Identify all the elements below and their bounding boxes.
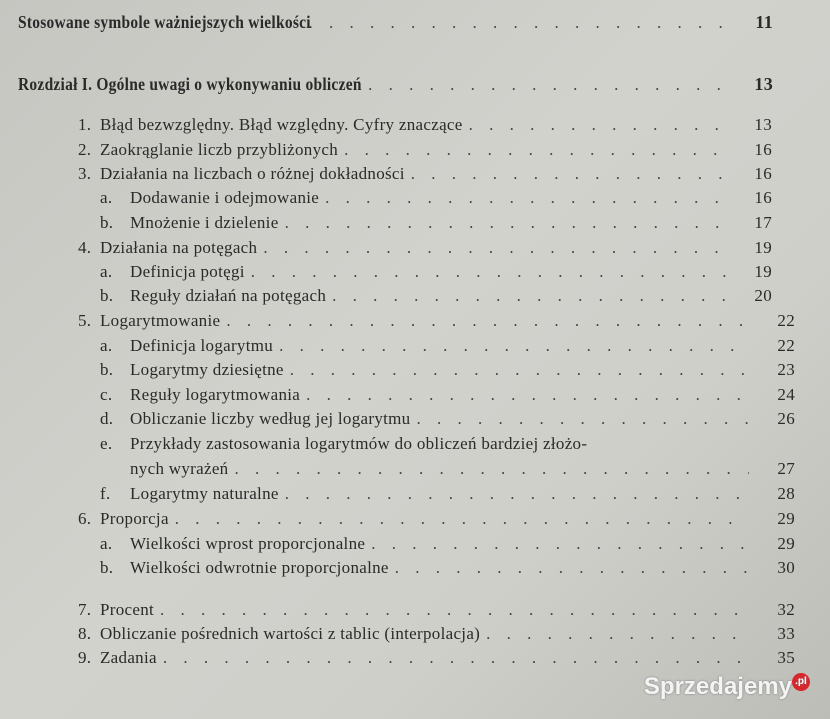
entry-text: Działania na potęgach — [100, 238, 258, 257]
entry-text: Logarytmy dziesiętne — [130, 360, 284, 379]
toc-entry — [78, 238, 772, 258]
entry-number: 2. — [78, 140, 92, 159]
entry-number: 4. — [78, 238, 92, 257]
toc-entry — [100, 360, 795, 380]
entry-label — [100, 262, 245, 282]
toc-entry — [100, 409, 795, 429]
dot-leader — [395, 558, 749, 578]
dot-leader — [469, 115, 726, 135]
dot-leader — [285, 213, 726, 233]
dot-leader — [263, 238, 726, 258]
entry-number: a. — [100, 534, 113, 553]
page-number: 11 — [755, 12, 773, 32]
dot-leader — [163, 648, 749, 668]
page-number: 28 — [777, 484, 795, 503]
entry-text: Mnożenie i dzielenie — [130, 213, 279, 232]
dot-leader — [175, 509, 749, 529]
toc-entry — [78, 509, 795, 529]
toc-entry — [100, 434, 795, 454]
page-number: 29 — [777, 509, 795, 528]
entry-label — [100, 534, 365, 554]
entry-label — [100, 360, 284, 380]
dot-leader — [160, 600, 749, 620]
entry-label — [100, 484, 279, 504]
dot-leader — [325, 188, 726, 208]
dot-leader — [226, 311, 749, 331]
entry-number: b. — [100, 286, 114, 305]
toc-entry — [78, 115, 772, 135]
entry-label — [78, 311, 220, 331]
toc-chapter — [18, 74, 773, 95]
page-number: 26 — [777, 409, 795, 428]
entry-label — [78, 140, 338, 160]
entry-text: Definicja logarytmu — [130, 336, 274, 355]
entry-label — [100, 188, 319, 208]
dot-leader — [279, 336, 749, 356]
toc-entry — [100, 484, 795, 504]
page-number: 22 — [777, 311, 795, 330]
toc-entry — [100, 213, 772, 233]
entry-number: a. — [100, 188, 113, 207]
entry-number: a. — [100, 336, 113, 355]
dot-leader — [285, 484, 749, 504]
entry-text: Zaokrąglanie liczb przybliżonych — [100, 140, 339, 159]
dot-leader — [308, 13, 727, 33]
entry-label — [100, 385, 300, 405]
entry-text: Logarytmy naturalne — [130, 484, 279, 503]
entry-text: Procent — [100, 600, 155, 619]
entry-number: 1. — [78, 115, 92, 134]
entry-text: Dodawanie i odejmowanie — [130, 188, 320, 207]
entry-text: Błąd bezwzględny. Błąd względny. Cyfry znaczące — [100, 115, 463, 134]
entry-text: Zadania — [100, 648, 157, 667]
entry-label — [78, 164, 405, 184]
page-number: 20 — [754, 286, 772, 305]
toc-entry — [100, 558, 795, 578]
entry-label — [78, 509, 169, 529]
entry-text: Obliczanie liczby według jej logarytmu — [130, 409, 411, 428]
toc-entry — [78, 624, 795, 644]
entry-text: Reguły działań na potęgach — [130, 286, 327, 305]
dot-leader — [344, 140, 726, 160]
page-number: 24 — [777, 385, 795, 404]
entry-number: 8. — [78, 624, 92, 643]
page-number: 27 — [777, 459, 795, 478]
entry-label — [100, 558, 389, 578]
entry-number: c. — [100, 385, 113, 404]
entry-text-continued: nych wyrażeń — [130, 459, 229, 478]
page-number: 35 — [777, 648, 795, 667]
entry-number: 9. — [78, 648, 92, 667]
page-number: 23 — [777, 360, 795, 379]
entry-number: f. — [100, 484, 111, 503]
entry-number: 3. — [78, 164, 92, 183]
entry-text: Wielkości odwrotnie proporcjonalne — [130, 558, 389, 577]
dot-leader — [348, 75, 727, 95]
toc-entry — [78, 140, 772, 160]
page-number: 17 — [754, 213, 772, 232]
entry-number: a. — [100, 262, 113, 281]
entry-text: Proporcja — [100, 509, 169, 528]
entry-number: 5. — [78, 311, 92, 330]
entry-number: d. — [100, 409, 114, 428]
watermark-logo — [644, 673, 810, 701]
dot-leader — [306, 385, 749, 405]
toc-entry — [100, 336, 795, 356]
dot-leader — [416, 409, 749, 429]
entry-label — [100, 409, 410, 429]
entry-text: Wielkości wprost proporcjonalne — [130, 534, 366, 553]
page-number: 30 — [777, 558, 795, 577]
entry-text: Definicja potęgi — [130, 262, 245, 281]
entry-number: 6. — [78, 509, 92, 528]
dot-leader — [234, 459, 749, 479]
entry-text: Logarytmowanie — [100, 311, 221, 330]
dot-leader — [486, 624, 749, 644]
entry-label — [78, 238, 257, 258]
page-number: 16 — [754, 188, 772, 207]
entry-label — [78, 600, 154, 620]
toc-entry — [100, 262, 772, 282]
toc-entry — [78, 164, 772, 184]
page-number: 32 — [777, 600, 795, 619]
toc-front-matter — [18, 12, 773, 33]
toc-entry — [78, 600, 795, 620]
toc-entry — [100, 534, 795, 554]
entry-number: 7. — [78, 600, 92, 619]
entry-text: Działania na liczbach o różnej dokładności — [100, 164, 405, 183]
page-number: 16 — [754, 164, 772, 183]
front-title: Stosowane symbole ważniejszych wielkości — [18, 12, 311, 32]
entry-text: Obliczanie pośrednich wartości z tablic (interpolacja) — [100, 624, 481, 643]
toc-entry — [78, 311, 795, 331]
page-number: 33 — [777, 624, 795, 643]
page-number: 22 — [777, 336, 795, 355]
entry-label — [100, 213, 279, 233]
page-number: 19 — [754, 262, 772, 281]
dot-leader — [251, 262, 726, 282]
entry-number: b. — [100, 213, 114, 232]
dot-leader — [332, 286, 726, 306]
toc-entry — [100, 188, 772, 208]
entry-number: b. — [100, 558, 114, 577]
entry-label — [100, 336, 273, 356]
entry-label — [78, 624, 480, 644]
watermark-suffix: .pl — [792, 673, 810, 691]
page-number: 16 — [754, 140, 772, 159]
entry-label — [78, 115, 463, 135]
page-number: 13 — [754, 115, 772, 134]
page-number: 29 — [777, 534, 795, 553]
toc-entry — [100, 385, 795, 405]
toc-entry — [78, 648, 795, 668]
dot-leader — [371, 534, 749, 554]
entry-text: Przykłady zastosowania logarytmów do obliczeń bardziej złożo- — [130, 434, 588, 453]
entry-number: e. — [100, 434, 113, 453]
entry-label — [78, 648, 157, 668]
entry-number: b. — [100, 360, 114, 379]
entry-label — [100, 286, 326, 306]
toc-entry — [100, 286, 772, 306]
page-number: 13 — [754, 74, 773, 94]
entry-label — [100, 434, 587, 454]
dot-leader — [411, 164, 726, 184]
watermark-text: Sprzedajemy — [643, 673, 792, 700]
entry-text: Reguły logarytmowania — [130, 385, 301, 404]
chapter-title: Rozdział I. Ogólne uwagi o wykonywaniu obliczeń — [18, 74, 362, 94]
toc-entry-continuation — [130, 459, 795, 479]
dot-leader — [290, 360, 749, 380]
page-number: 19 — [754, 238, 772, 257]
